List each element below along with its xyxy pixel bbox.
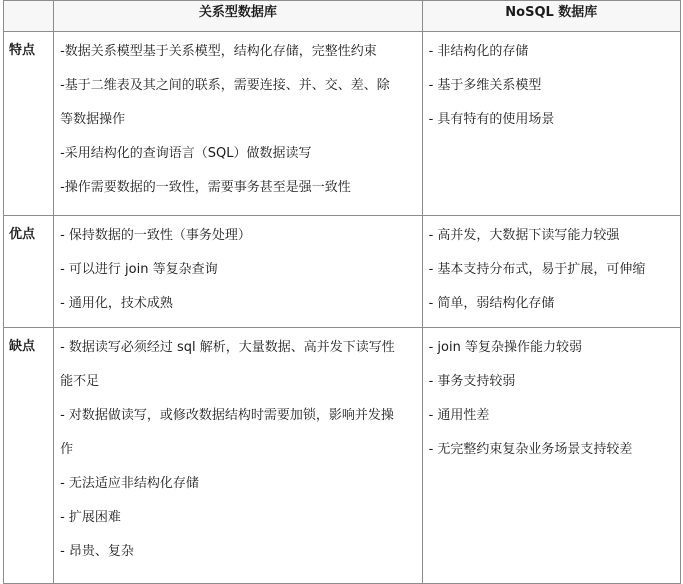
list-item: - 对数据做读写，或修改数据结构时需要加锁，影响并发操 xyxy=(60,408,394,423)
row-label-advantages: 优点 xyxy=(4,216,54,328)
cell-nosql-features xyxy=(422,32,680,216)
row-label-features: 特点 xyxy=(4,32,54,216)
list-item: - 扩展困难 xyxy=(60,510,121,525)
list-item: - 无法适应非结构化存储 xyxy=(60,476,199,491)
table-row-features xyxy=(4,32,681,216)
list-item: -数据关系模型基于关系模型，结构化存储，完整性约束 xyxy=(60,44,377,59)
table-row-disadvantages xyxy=(4,328,681,584)
list-item: - 高并发，大数据下读写能力较强 xyxy=(428,228,620,243)
list-item: - 具有特有的使用场景 xyxy=(428,112,555,127)
list-item: - 数据读写必须经过 sql 解析，大量数据、高并发下读写性 xyxy=(60,340,395,355)
cell-relational-features xyxy=(54,32,423,216)
row-label-disadvantages: 缺点 xyxy=(4,328,54,584)
list-item: -操作需要数据的一致性，需要事务甚至是强一致性 xyxy=(60,180,351,195)
list-item: - 事务支持较弱 xyxy=(428,374,516,389)
list-item: - 可以进行 join 等复杂查询 xyxy=(60,262,218,277)
list-item: - 非结构化的存储 xyxy=(428,44,529,59)
column-header-relational: 关系型数据库 xyxy=(54,1,423,32)
cell-nosql-disadvantages xyxy=(422,328,680,584)
list-item: - 简单，弱结构化存储 xyxy=(428,296,555,311)
comparison-table xyxy=(3,0,681,584)
list-item: - 基本支持分布式，易于扩展，可伸缩 xyxy=(428,262,646,277)
table-row-advantages xyxy=(4,216,681,328)
list-item: - 无完整约束复杂业务场景支持较差 xyxy=(428,442,633,457)
cell-relational-advantages xyxy=(54,216,423,328)
list-item: - join 等复杂操作能力较弱 xyxy=(428,340,582,355)
list-item: -基于二维表及其之间的联系，需要连接、并、交、差、除 xyxy=(60,78,390,93)
list-item: - 通用化，技术成熟 xyxy=(60,296,173,311)
list-item: - 昂贵、复杂 xyxy=(60,544,134,559)
list-item: 作 xyxy=(60,442,74,457)
corner-cell xyxy=(4,1,54,32)
cell-relational-disadvantages xyxy=(54,328,423,584)
list-item: - 保持数据的一致性（事务处理） xyxy=(60,228,251,243)
list-item: -采用结构化的查询语言（SQL）做数据读写 xyxy=(60,146,312,161)
list-item: 等数据操作 xyxy=(60,112,126,127)
list-item: - 基于多维关系模型 xyxy=(428,78,542,93)
column-header-nosql: NoSQL 数据库 xyxy=(422,1,680,32)
table-header-row xyxy=(4,1,681,32)
list-item: 能不足 xyxy=(60,374,100,389)
list-item: - 通用性差 xyxy=(428,408,490,423)
cell-nosql-advantages xyxy=(422,216,680,328)
